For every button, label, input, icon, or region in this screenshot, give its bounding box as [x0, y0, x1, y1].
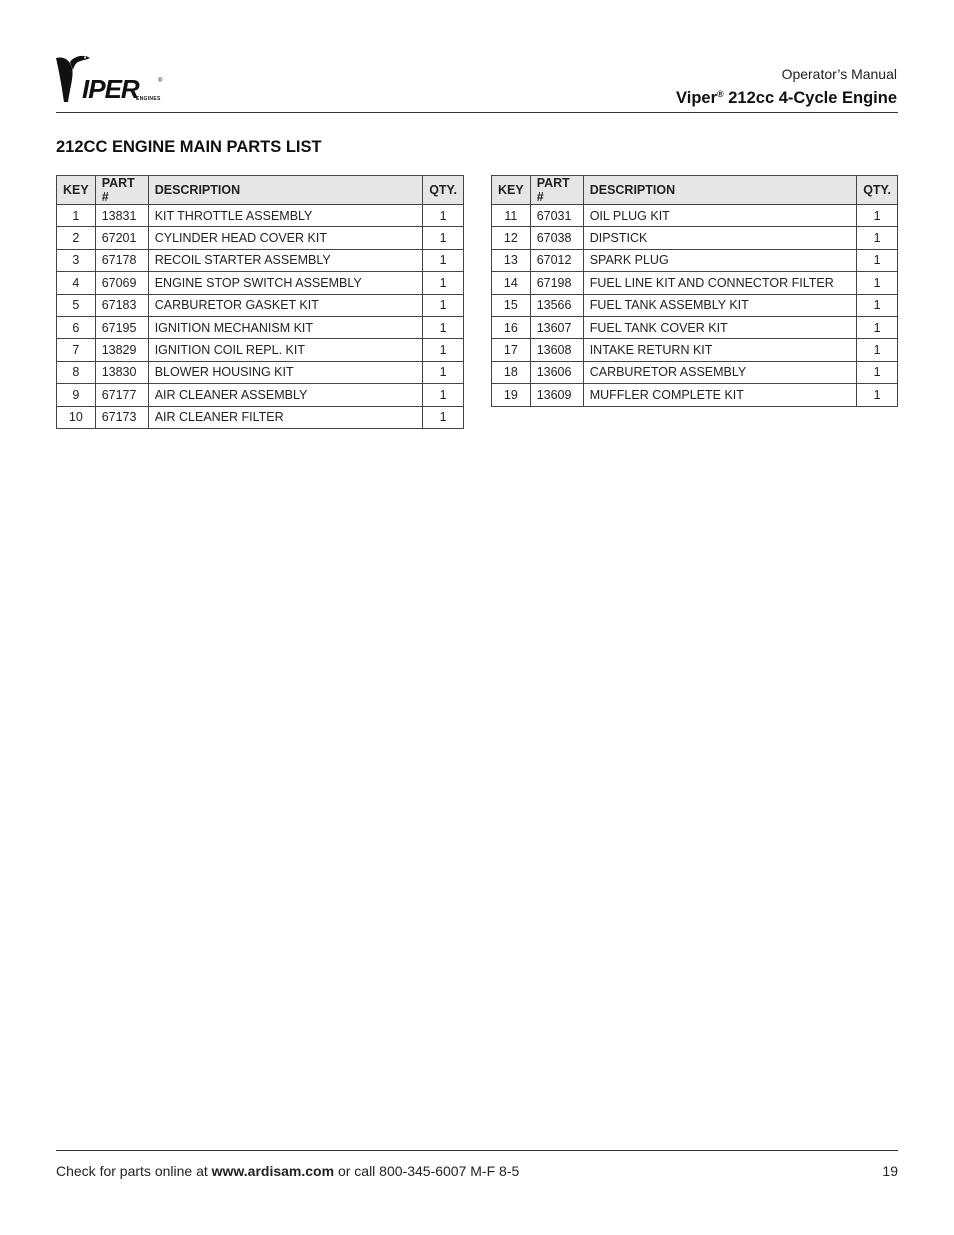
- cell-description: FUEL TANK ASSEMBLY KIT: [583, 294, 857, 316]
- column-header-qty: QTY.: [423, 176, 464, 205]
- column-header-part: PART #: [95, 176, 148, 205]
- section-title: 212CC ENGINE MAIN PARTS LIST: [56, 138, 322, 156]
- logo-subtext: ENGINES: [136, 96, 161, 102]
- cell-part-number: 67195: [95, 316, 148, 338]
- cell-description: IGNITION MECHANISM KIT: [148, 316, 423, 338]
- cell-qty: 1: [857, 272, 898, 294]
- footer-website-link[interactable]: www.ardisam.com: [211, 1163, 335, 1179]
- cell-key: 11: [492, 205, 531, 227]
- column-header-qty: QTY.: [857, 176, 898, 205]
- cell-qty: 1: [857, 294, 898, 316]
- table-row: [57, 361, 464, 383]
- cell-key: 1: [57, 205, 96, 227]
- logo-registered-mark: ®: [158, 78, 163, 84]
- product-title: [676, 83, 897, 109]
- cell-description: FUEL LINE KIT AND CONNECTOR FILTER: [583, 272, 857, 294]
- table-row: [57, 384, 464, 406]
- cell-key: 7: [57, 339, 96, 361]
- cell-key: 5: [57, 294, 96, 316]
- cell-qty: 1: [423, 227, 464, 249]
- cell-part-number: 67198: [530, 272, 583, 294]
- header-divider: [56, 112, 898, 113]
- cell-description: SPARK PLUG: [583, 249, 857, 271]
- document-header: [676, 65, 897, 109]
- footer-divider: [56, 1150, 898, 1151]
- cell-qty: 1: [857, 227, 898, 249]
- cell-description: AIR CLEANER ASSEMBLY: [148, 384, 423, 406]
- cell-key: 3: [57, 249, 96, 271]
- cell-description: CARBURETOR GASKET KIT: [148, 294, 423, 316]
- cell-part-number: 13566: [530, 294, 583, 316]
- cell-qty: 1: [857, 384, 898, 406]
- cell-key: 14: [492, 272, 531, 294]
- table-row: [57, 249, 464, 271]
- cell-qty: 1: [423, 384, 464, 406]
- column-header-description: DESCRIPTION: [583, 176, 857, 205]
- cell-part-number: 67069: [95, 272, 148, 294]
- cell-key: 12: [492, 227, 531, 249]
- table-row: [57, 406, 464, 428]
- table-row: [57, 205, 464, 227]
- cell-part-number: 67038: [530, 227, 583, 249]
- table-row: [57, 339, 464, 361]
- cell-part-number: 13830: [95, 361, 148, 383]
- table-row: [492, 272, 898, 294]
- table-row: [492, 384, 898, 406]
- cell-qty: 1: [423, 205, 464, 227]
- cell-qty: 1: [857, 316, 898, 338]
- logo-wordmark: IPER: [82, 74, 139, 104]
- table-row: [57, 294, 464, 316]
- cell-key: 2: [57, 227, 96, 249]
- cell-key: 10: [57, 406, 96, 428]
- cell-key: 13: [492, 249, 531, 271]
- cell-description: KIT THROTTLE ASSEMBLY: [148, 205, 423, 227]
- table-row: [492, 361, 898, 383]
- cell-part-number: 67173: [95, 406, 148, 428]
- cell-description: INTAKE RETURN KIT: [583, 339, 857, 361]
- product-name: Viper: [676, 89, 718, 107]
- cell-qty: 1: [423, 272, 464, 294]
- cell-description: FUEL TANK COVER KIT: [583, 316, 857, 338]
- table-row: [57, 272, 464, 294]
- table-row: [492, 205, 898, 227]
- cell-qty: 1: [423, 339, 464, 361]
- cell-part-number: 67177: [95, 384, 148, 406]
- table-row: [492, 249, 898, 271]
- cell-key: 16: [492, 316, 531, 338]
- cell-qty: 1: [857, 249, 898, 271]
- cell-qty: 1: [423, 316, 464, 338]
- cell-key: 9: [57, 384, 96, 406]
- parts-table-left: [56, 175, 464, 429]
- cell-key: 17: [492, 339, 531, 361]
- cell-part-number: 13831: [95, 205, 148, 227]
- table-header-row: [492, 176, 898, 205]
- cell-part-number: 13829: [95, 339, 148, 361]
- table-header-row: [57, 176, 464, 205]
- table-row: [492, 339, 898, 361]
- page-footer: [56, 1163, 898, 1179]
- cell-part-number: 13609: [530, 384, 583, 406]
- cell-description: CYLINDER HEAD COVER KIT: [148, 227, 423, 249]
- parts-table-right: [491, 175, 898, 407]
- cell-description: MUFFLER COMPLETE KIT: [583, 384, 857, 406]
- cell-key: 15: [492, 294, 531, 316]
- product-registered-mark: ®: [717, 89, 724, 99]
- cell-description: IGNITION COIL REPL. KIT: [148, 339, 423, 361]
- cell-qty: 1: [423, 406, 464, 428]
- manual-label: Operator’s Manual: [781, 66, 897, 82]
- cell-part-number: 13607: [530, 316, 583, 338]
- table-row: [492, 227, 898, 249]
- product-name-rest: 212cc 4-Cycle Engine: [723, 89, 897, 107]
- cell-part-number: 67012: [530, 249, 583, 271]
- column-header-key: KEY: [57, 176, 96, 205]
- column-header-key: KEY: [492, 176, 531, 205]
- cell-description: DIPSTICK: [583, 227, 857, 249]
- table-row: [57, 316, 464, 338]
- cell-qty: 1: [423, 294, 464, 316]
- cell-key: 6: [57, 316, 96, 338]
- cell-part-number: 67178: [95, 249, 148, 271]
- column-header-description: DESCRIPTION: [148, 176, 423, 205]
- cell-key: 18: [492, 361, 531, 383]
- cell-part-number: 67201: [95, 227, 148, 249]
- cell-qty: 1: [423, 249, 464, 271]
- cell-description: RECOIL STARTER ASSEMBLY: [148, 249, 423, 271]
- footer-text-prefix: Check for parts online at: [56, 1163, 212, 1179]
- column-header-part: PART #: [530, 176, 583, 205]
- cell-description: CARBURETOR ASSEMBLY: [583, 361, 857, 383]
- cell-part-number: 13606: [530, 361, 583, 383]
- cell-qty: 1: [857, 339, 898, 361]
- cell-description: BLOWER HOUSING KIT: [148, 361, 423, 383]
- cell-description: AIR CLEANER FILTER: [148, 406, 423, 428]
- cell-part-number: 13608: [530, 339, 583, 361]
- cell-key: 8: [57, 361, 96, 383]
- cell-key: 4: [57, 272, 96, 294]
- cell-key: 19: [492, 384, 531, 406]
- viper-engines-logo: [54, 54, 169, 108]
- footer-text-suffix: or call 800-345-6007 M-F 8-5: [334, 1163, 520, 1179]
- table-row: [57, 227, 464, 249]
- cell-qty: 1: [423, 361, 464, 383]
- cell-part-number: 67031: [530, 205, 583, 227]
- cell-description: OIL PLUG KIT: [583, 205, 857, 227]
- table-row: [492, 294, 898, 316]
- cell-qty: 1: [857, 361, 898, 383]
- cell-part-number: 67183: [95, 294, 148, 316]
- table-row: [492, 316, 898, 338]
- cell-qty: 1: [857, 205, 898, 227]
- page-number: 19: [882, 1163, 898, 1179]
- cell-description: ENGINE STOP SWITCH ASSEMBLY: [148, 272, 423, 294]
